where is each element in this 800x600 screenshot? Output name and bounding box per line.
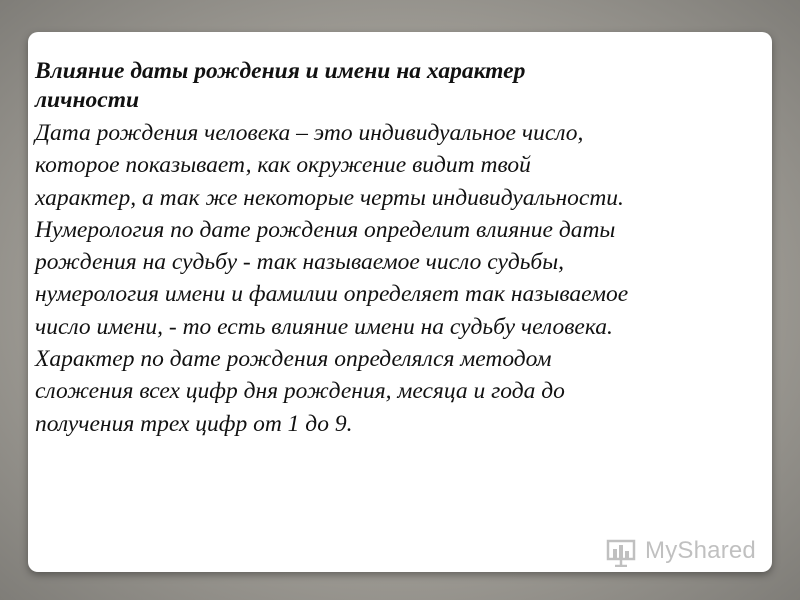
bar-chart-icon [606,535,640,567]
slide-card [28,32,772,572]
myshared-watermark [606,534,756,568]
watermark-text: MyShared [645,537,756,564]
paragraph-character: Характер по дате рождения определялся методом сложения всех цифр дня рождения, месяца и года до получения трех цифр от 1 до 9. [35,346,565,437]
slide-title: Влияние даты рождения и имени на характер личности [35,58,526,113]
paragraph-numerology: Нумерология по дате рождения определит влияние даты рождения на судьбу - так называемое число судьбы, нумерология имени и фамилии определяет так называемое число имени, - то есть влияние имени на судьбу человека. [35,216,629,340]
slide-body [35,57,635,440]
paragraph-birth-date: Дата рождения человека – это индивидуальное число, которое показывает, как окружение видит твой характер, а так же некоторые черты индивидуальности. [35,120,624,211]
